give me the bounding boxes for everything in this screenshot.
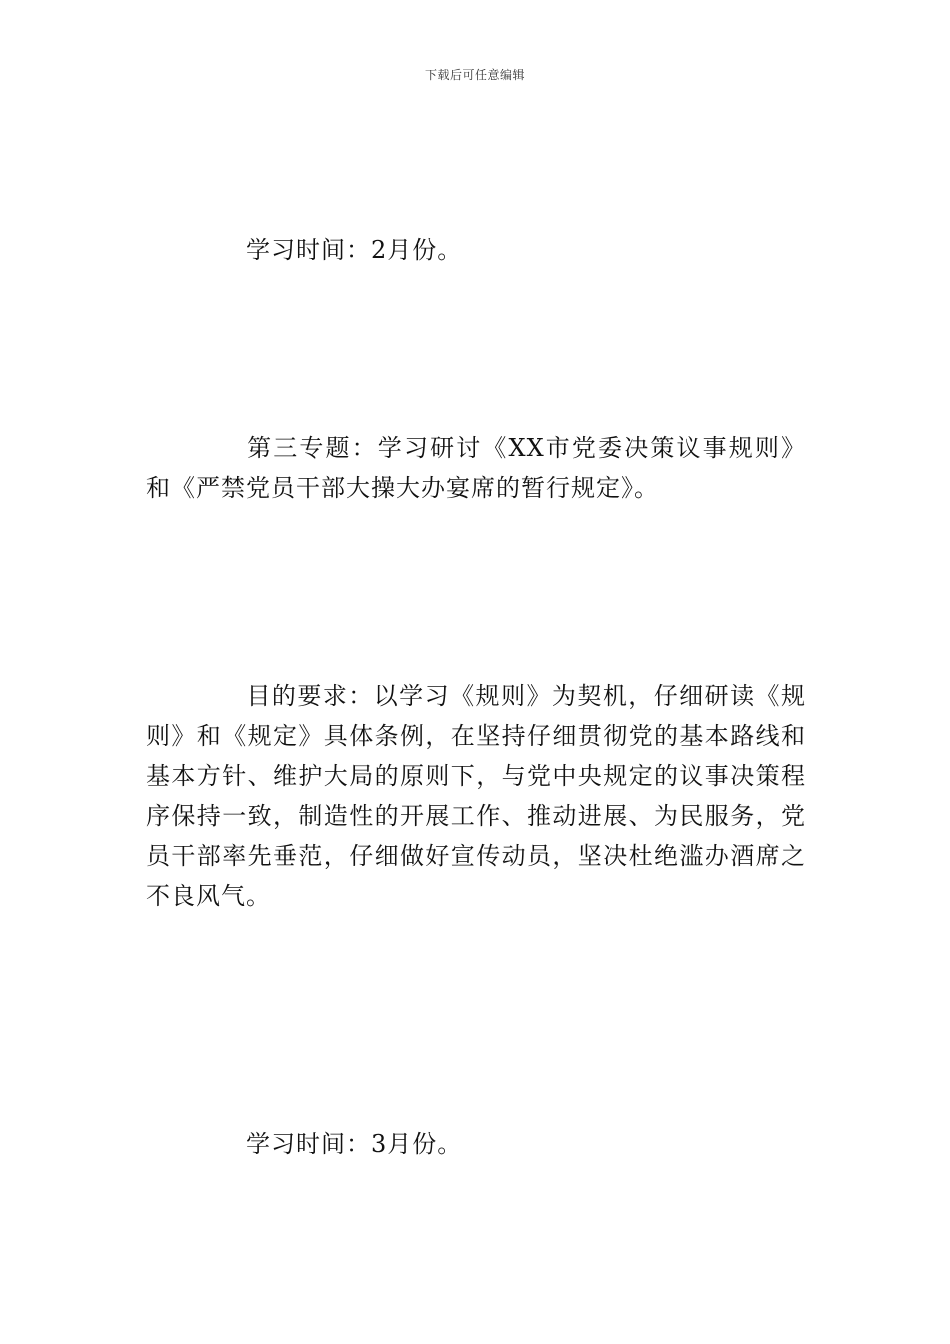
paragraph-text: 目的要求：以学习《规则》为契机，仔细研读《规则》和《规定》具体条例，在坚持仔细贯彻党的基本路线和基本方针、维护大局的原则下，与党中央规定的议事决策程序保持一致，制造性的开展工作、推动进展、为民服务，党员干部率先垂范，仔细做好宣传动员，坚决杜绝滥办酒席之不良风气。 bbox=[146, 682, 806, 910]
paragraph-text: 第三专题：学习研讨《XX市党委决策议事规则》和《严禁党员干部大操大办宴席的暂行规定》。 bbox=[146, 434, 806, 502]
paragraph-text: 学习时间：2月份。 bbox=[246, 236, 463, 264]
paragraph-third-topic bbox=[146, 428, 806, 508]
paragraph-study-time-march bbox=[146, 1124, 806, 1164]
page-header-note: 下载后可任意编辑 bbox=[424, 68, 525, 82]
paragraph-objectives bbox=[146, 676, 806, 916]
paragraph-text: 学习时间：3月份。 bbox=[246, 1130, 463, 1158]
paragraph-study-time-february bbox=[146, 230, 806, 270]
